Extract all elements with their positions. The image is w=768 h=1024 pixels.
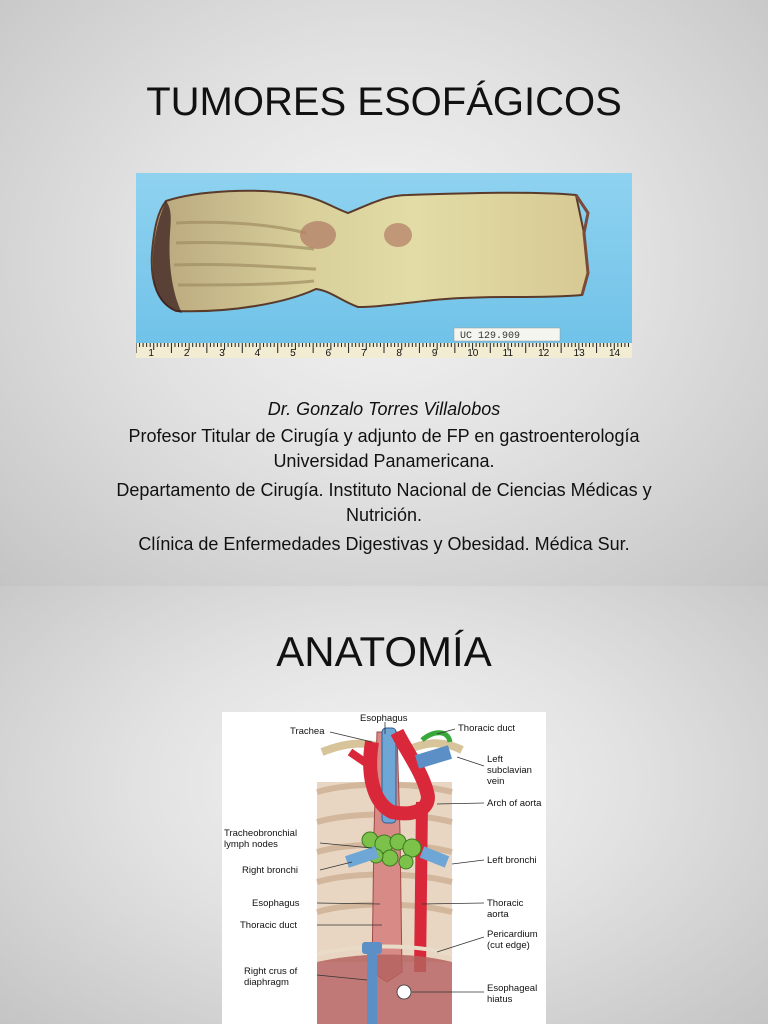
ruler-number: 3 [219, 348, 225, 358]
label-esophagus-top: Esophagus [360, 713, 408, 724]
label-left-subclavian-2: subclavian [487, 765, 532, 776]
esophagus-anatomy-diagram [222, 712, 546, 1024]
ruler-number: 4 [254, 348, 261, 358]
ruler-number: 10 [467, 348, 479, 358]
affiliation-line: Departamento de Cirugía. Instituto Nacional de Ciencias Médicas y [116, 480, 652, 500]
label-thoracic-aorta-2: aorta [487, 909, 509, 920]
ruler-number: 12 [538, 348, 550, 358]
slide-anatomy-heading: ANATOMÍA [276, 628, 492, 675]
label-left-subclavian-1: Left [487, 754, 503, 765]
label-tracheobronchial-2: lymph nodes [224, 839, 278, 850]
slide-title-heading: TUMORES ESOFÁGICOS [146, 80, 622, 124]
label-pericardium-2: (cut edge) [487, 940, 530, 951]
label-esophagus-mid: Esophagus [252, 898, 300, 909]
author-block [40, 397, 728, 557]
label-left-subclavian-3: vein [487, 776, 505, 787]
ruler-number: 5 [290, 348, 296, 358]
label-thoracic-duct-mid: Thoracic duct [240, 920, 298, 931]
ruler-number: 6 [325, 348, 332, 358]
ruler-number: 11 [502, 348, 514, 358]
slide-anatomy [0, 586, 768, 1024]
affiliation-line: Clínica de Enfermedades Digestivas y Obesidad. Médica Sur. [138, 534, 630, 554]
label-right-bronchi: Right bronchi [242, 865, 298, 876]
label-thoracic-duct-top: Thoracic duct [458, 723, 516, 734]
specimen-tag: UC 129.909 [460, 331, 521, 342]
label-left-bronchi: Left bronchi [487, 855, 537, 866]
label-esophageal-hiatus-1: Esophageal [487, 983, 538, 994]
affiliation-line: Universidad Panamericana. [273, 451, 495, 471]
ruler-number: 14 [608, 348, 621, 358]
affiliation-line: Nutrición. [345, 505, 423, 525]
ruler-number: 8 [396, 348, 402, 358]
ruler-number: 1 [148, 348, 154, 358]
ruler-number: 13 [573, 348, 585, 358]
label-right-crus-2: diaphragm [244, 977, 289, 988]
author-name: Dr. Gonzalo Torres Villalobos [267, 399, 501, 419]
label-pericardium-1: Pericardium [487, 929, 538, 940]
ruler-number: 9 [431, 348, 438, 358]
label-tracheobronchial-1: Tracheobronchial [224, 828, 298, 839]
label-right-crus-1: Right crus of [244, 966, 298, 977]
label-arch-of-aorta: Arch of aorta [487, 798, 542, 809]
label-esophageal-hiatus-2: hiatus [487, 994, 513, 1005]
ruler-number: 2 [183, 348, 190, 358]
affiliation-line: Profesor Titular de Cirugía y adjunto de FP en gastroenterología [128, 426, 640, 446]
ruler-number: 7 [360, 348, 367, 358]
esophagus-specimen-photo [136, 173, 632, 358]
label-trachea: Trachea [290, 726, 325, 737]
label-thoracic-aorta-1: Thoracic [487, 898, 524, 909]
